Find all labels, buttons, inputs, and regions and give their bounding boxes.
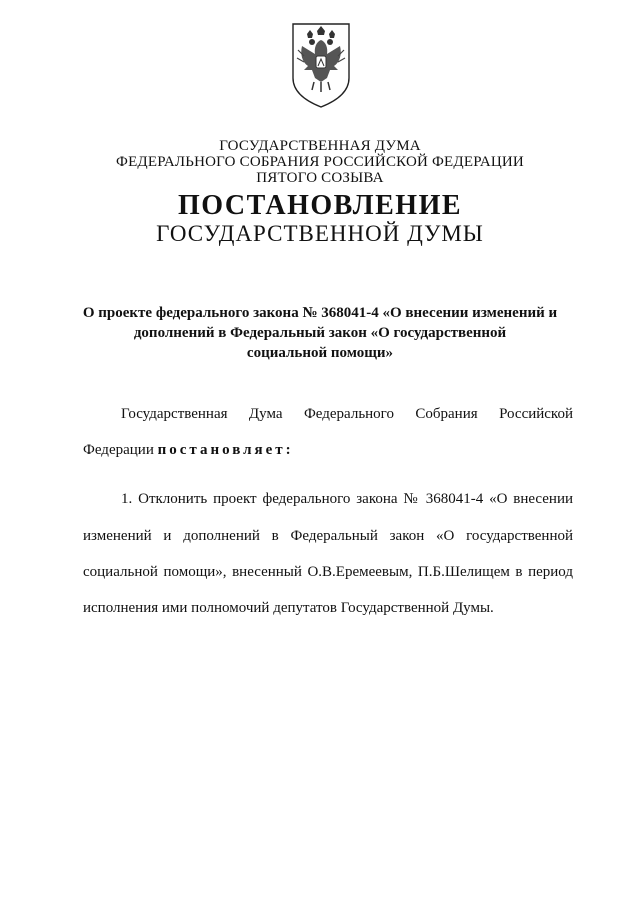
issuer-line-1: ГОСУДАРСТВЕННАЯ ДУМА bbox=[219, 138, 421, 154]
clause-1-line-1: 1. Отклонить проект федерального закона № 368041-4 «О внесении bbox=[121, 491, 573, 507]
issuer-line-3: ПЯТОГО СОЗЫВА bbox=[256, 170, 384, 186]
preamble-decree-word: постановляет: bbox=[157, 442, 294, 458]
preamble-text: Федерации bbox=[83, 442, 158, 458]
issuer-line-2: ФЕДЕРАЛЬНОГО СОБРАНИЯ РОССИЙСКОЙ ФЕДЕРАЦИИ bbox=[116, 154, 524, 170]
clause-1-line-2: изменений и дополнений в Федеральный закон «О государственной bbox=[83, 528, 573, 544]
subject-line: О проекте федерального закона № 368041-4 «О внесении изменений и bbox=[82, 305, 558, 321]
subject-line: социальной помощи» bbox=[246, 345, 394, 361]
subject-line: дополнений в Федеральный закон «О государственной bbox=[133, 325, 507, 341]
clause-1-line-4: исполнения ими полномочий депутатов Государственной Думы. bbox=[83, 600, 494, 616]
clause-1-line-3: социальной помощи», внесенный О.В.Еремеевым, П.Б.Шелищем в период bbox=[83, 564, 573, 580]
document-subtitle: ГОСУДАРСТВЕННОЙ ДУМЫ bbox=[156, 221, 484, 246]
preamble-line-1: Государственная Дума Федерального Собрания Российской bbox=[121, 406, 573, 422]
resolution-subject bbox=[70, 303, 570, 363]
document-title: ПОСТАНОВЛЕНИЕ bbox=[177, 190, 463, 221]
preamble-line-2 bbox=[83, 442, 573, 459]
coat-of-arms-emblem bbox=[288, 20, 354, 110]
